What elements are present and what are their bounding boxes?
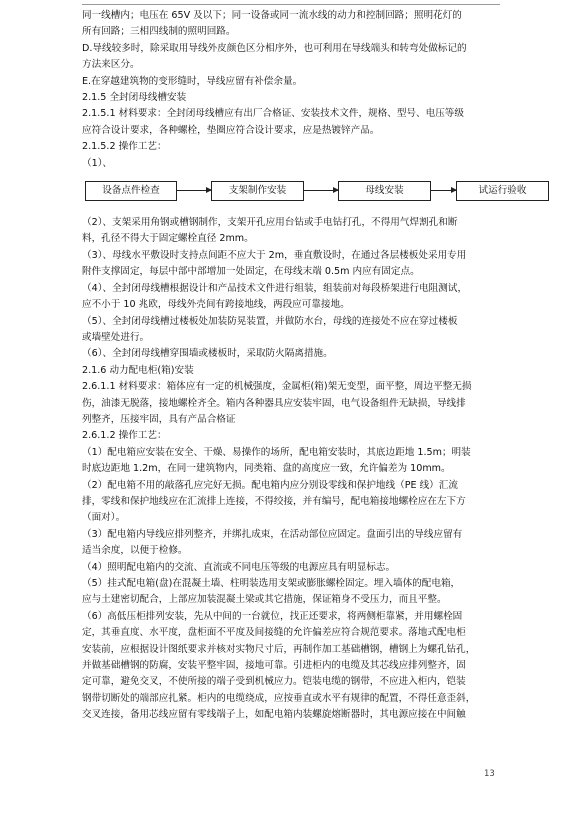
text-line: D.导线较多时，除采取用导线外皮颜色区分相序外，也可利用在导线端头和转弯处做标记的 (82, 42, 467, 54)
text-line: （3）、母线水平敷设时支持点间距不应大于 2m，垂直敷设时，在通过各层楼板处采用专用 (82, 249, 467, 261)
text-line: 交叉连接，备用芯线应留有零线端子上，如配电箱内装螺旋熔断器时，其电源应接在中间触 (82, 709, 466, 721)
text-line: 2.1.5.1 材料要求：全封闭母线槽应有出厂合格证、安装技术文件，规格、型号、电压等级 (82, 108, 464, 120)
text-line: 同一线槽内；电压在 65V 及以下；同一设备或同一流水线的动力和控制回路；照明花灯的 (82, 10, 462, 21)
page-number: 13 (484, 769, 495, 779)
text-line: 2.6.1.1 材料要求：箱体应有一定的机械强度，金属柜(箱)架无变型，面平整，周边平整无损 (82, 381, 472, 393)
text-line: 所有回路；三相四线制的照明回路。 (82, 26, 236, 38)
text-line: 排，零线和保护地线应在汇流排上连接，不得绞接，并有编号，配电箱接地螺栓应在左下方 (82, 495, 466, 507)
text-line: 时底边距地 1.2m，在同一建筑物内，同类箱、盘的高度应一致，允许偏差为 10mm。 (82, 463, 451, 475)
text-line: 应符合设计要求，各种螺栓，垫圈应符合设计要求，应是热镀锌产品。 (82, 124, 380, 136)
text-line: E.在穿越建筑物的变形缝时，导线应留有补偿余量。 (82, 75, 303, 87)
flow-arrow (177, 190, 211, 191)
text-line: 安装前，应根据设计图纸要求并核对实物尺寸后，再制作加工基础槽钢，槽钢上为螺孔钻孔， (82, 643, 476, 655)
text-line: （4）、全封闭母线槽根据设计和产品技术文件进行组装，组装前对每段桥架进行电阻测试， (82, 282, 468, 294)
text-line: 并做基础槽钢的防腐，安装平整牢固，接地可靠。引进柜内的电缆及其芯线应排列整齐，固 (82, 660, 466, 672)
text-line: 适当余度，以便于检修。 (82, 545, 188, 557)
text-line: （2）、支架采用角钢或槽钢制作，支架开孔应用台钻或手电钻打孔，不得用气焊割孔和断 (82, 217, 458, 229)
text-line: （3）配电箱内导线应排列整齐，并绑扎成束，在活动部位应固定。盘面引出的导线应留有 (82, 528, 463, 540)
subsection-heading: 2.6.1.2 操作工艺： (82, 430, 167, 442)
text-line: 料，孔径不得大于固定螺栓直径 2mm。 (82, 233, 254, 245)
section-heading: 2.1.6 动力配电柜(箱)安装 (82, 364, 194, 376)
flow-arrow (304, 190, 338, 191)
text-line: 应不小于 10 兆欧，母线外壳间有跨接地线，两段应可靠接地。 (82, 299, 350, 311)
text-line: 应与土建密切配合，上部应加装混凝土梁或其它措施，保证箱身不受压力，而且平整。 (82, 594, 447, 606)
flow-step-box: 母线安装 (338, 181, 431, 201)
process-flow-diagram (82, 177, 527, 211)
flow-step-box: 支架制作安装 (211, 181, 304, 201)
flow-step-box: 试运行验收 (456, 181, 549, 201)
top-paragraphs (82, 8, 500, 172)
page-content (82, 8, 527, 724)
flow-step-box: 设备点件检查 (85, 181, 177, 201)
text-line: （1）配电箱应安装在安全、干燥、易操作的场所，配电箱安装时，其底边距地 1.5m；明装 (82, 446, 471, 458)
text-line: （6）、全封闭母线槽穿围墙或楼板时，采取防火隔离措施。 (82, 348, 333, 360)
text-line: （5）、全封闭母线槽过楼板处加装防晃装置，并做防水台，母线的连接处不应在穿过楼板 (82, 315, 458, 327)
header-rule (82, 4, 500, 5)
text-line: 附件支撑固定，每层中部中部增加一处固定，在母线末端 0.5m 内应有固定点。 (82, 266, 420, 278)
subsection-heading: 2.1.5.2 操作工艺： (82, 141, 167, 153)
text-line: 列整齐，压接牢固，具有产品合格证 (82, 413, 236, 425)
flow-arrow (431, 190, 456, 191)
text-line: （5）挂式配电箱(盘)在混凝土墙、柱明装选用支架或膨胀螺栓固定。埋入墙体的配电箱， (82, 578, 461, 589)
text-line: （4）照明配电箱内的交流、直流或不同电压等级的电源应具有明显标志。 (82, 561, 396, 573)
text-line: （2）配电箱不用的敲落孔应完好无损。配电箱内应分别设零线和保护地线（PE 线）汇流 (82, 479, 458, 491)
text-line: 方法来区分。 (82, 59, 140, 71)
text-line: 定可靠，避免交叉，不使所接的端子受到机械应力。铠装电缆的钢带，不应进入柜内，铠装 (82, 676, 466, 688)
section-heading: 2.1.5 全封闭母线槽安装 (82, 92, 187, 104)
text-line: （6）高低压柜排列安装，先从中间的一台就位，找正还要求，将两侧柜靠紧，并用螺栓固 (82, 610, 463, 622)
text-line: （面对）。 (82, 512, 126, 524)
text-line: 或墙壁处进行。 (82, 331, 150, 343)
text-line: （1）、 (82, 157, 113, 169)
text-line: 伤，油漆无脱落，接地螺栓齐全。箱内各种器具应安装牢固，电气设备组件无缺损，导线排 (82, 397, 466, 409)
text-line: 定，其垂直度、水平度，盘柜面不平度及间接缝的允许偏差应符合规范要求。落地式配电柜 (82, 627, 466, 639)
text-line: 钢带切断处的端部应扎紧。柜内的电缆绕成，应按垂直或水平有规律的配置，不得任意歪斜， (82, 692, 476, 704)
bottom-paragraphs (82, 215, 500, 724)
